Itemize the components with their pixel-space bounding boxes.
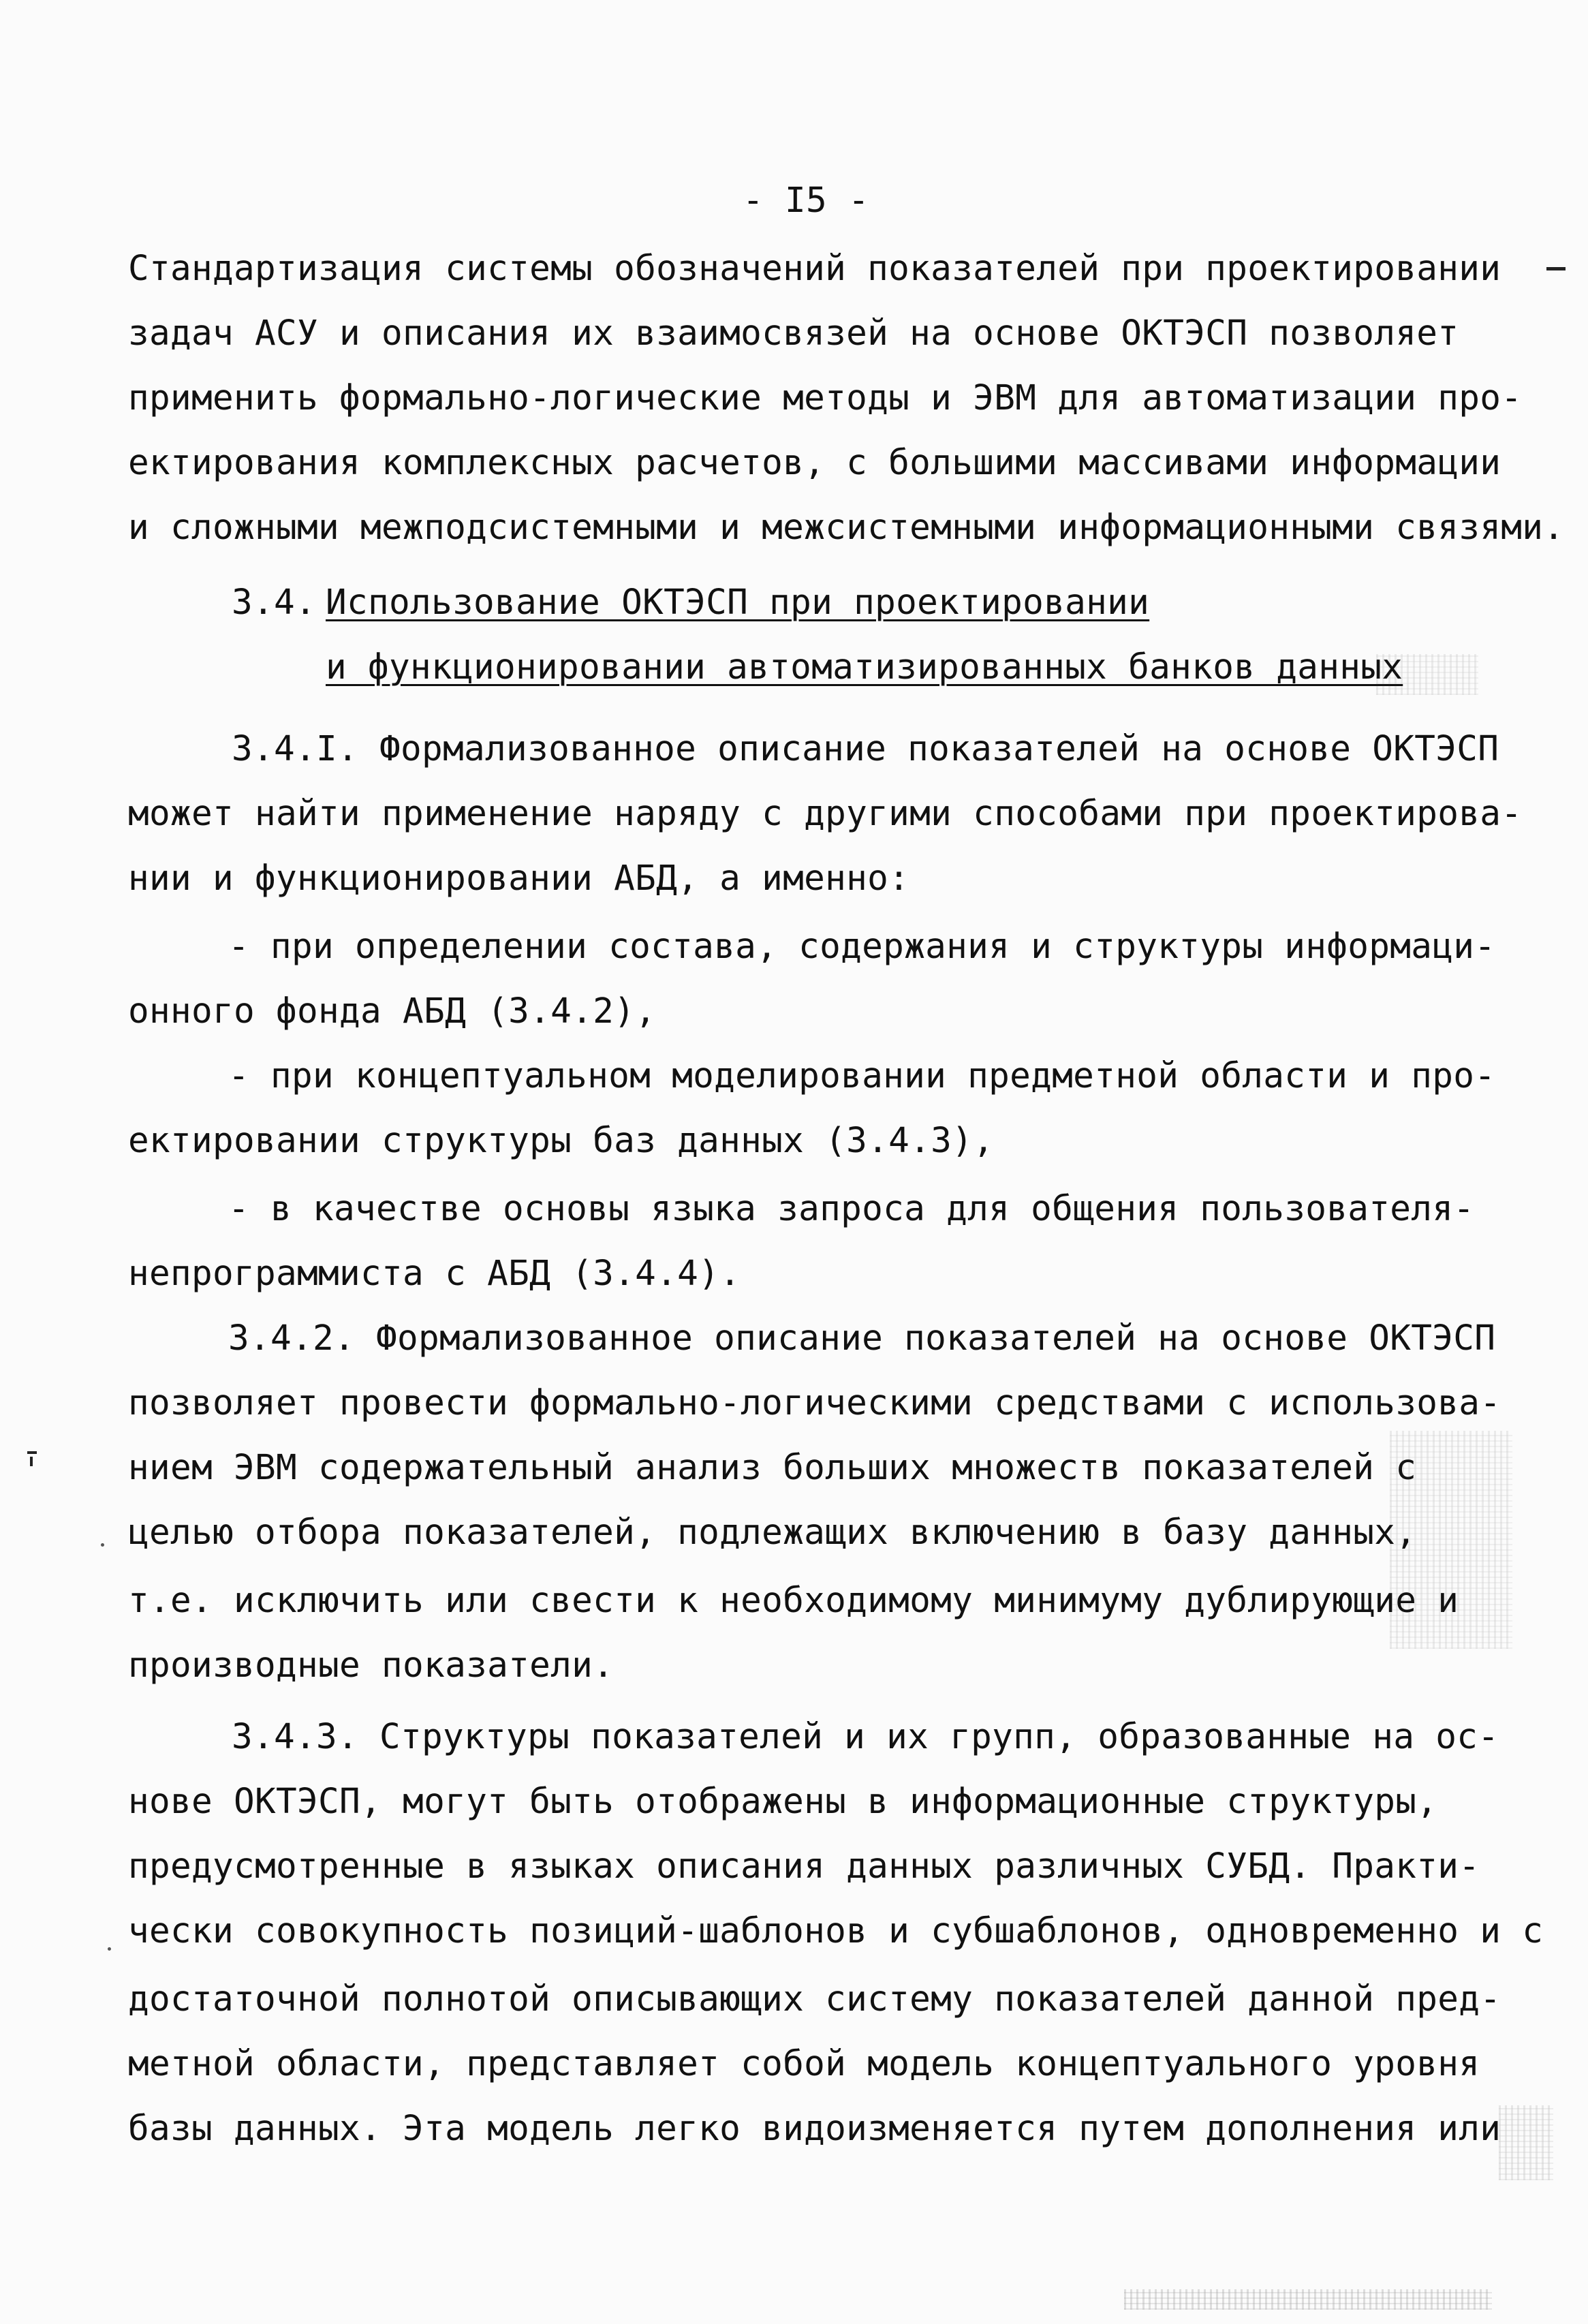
margin-tick-mark xyxy=(27,1451,37,1454)
scan-speck xyxy=(101,1543,104,1547)
text-line: предусмотренные в языках описания данных различных СУБД. Практи- xyxy=(128,1846,1480,1887)
section-heading-line-1: Использование ОКТЭСП при проектировании xyxy=(326,583,1150,623)
page-number: - I5 - xyxy=(743,181,870,221)
scan-noise xyxy=(1376,654,1478,695)
text-line: базы данных. Эта модель легко видоизменяется путем дополнения или xyxy=(128,2109,1501,2149)
scan-noise xyxy=(1390,1431,1512,1649)
text-line: целью отбора показателей, подлежащих включению в базу данных, xyxy=(128,1513,1417,1553)
text-line: т.е. исключить или свести к необходимому минимуму дублирующие и xyxy=(128,1581,1459,1621)
text-line: онного фонда АБД (3.4.2), xyxy=(128,991,657,1032)
margin-tick-mark xyxy=(30,1457,33,1466)
scan-noise xyxy=(1124,2289,1492,2310)
section-number: 3.4. xyxy=(232,583,317,623)
text-line: 3.4.I. Формализованное описание показателей на основе ОКТЭСП xyxy=(232,729,1499,769)
text-line: нии и функционировании АБД, а именно: xyxy=(128,858,910,899)
text-line: метной области, представляет собой модель концептуального уровня xyxy=(128,2044,1480,2084)
list-item: - в качестве основы языка запроса для общения пользователя- xyxy=(228,1189,1475,1229)
text-line: непрограммиста с АБД (3.4.4). xyxy=(128,1254,741,1294)
text-line: ектирования комплексных расчетов, с большими массивами информации xyxy=(128,443,1501,483)
text-line: ектировании структуры баз данных (3.4.3), xyxy=(128,1121,995,1161)
text-line: производные показатели. xyxy=(128,1645,614,1686)
text-line: Стандартизация системы обозначений показателей при проектировании xyxy=(128,249,1501,289)
text-line: позволяет провести формально-логическими средствами с использова- xyxy=(128,1383,1501,1423)
text-line: задач АСУ и описания их взаимосвязей на основе ОКТЭСП позволяет xyxy=(128,313,1459,354)
text-line: применить формально-логические методы и ЭВМ для автоматизации про- xyxy=(128,378,1523,418)
section-heading-line-2: и функционировании автоматизированных банков данных xyxy=(326,647,1403,687)
text-line: может найти применение наряду с другими способами при проектирова- xyxy=(128,794,1523,834)
text-line: чески совокупность позиций-шаблонов и субшаблонов, одновременно и с xyxy=(128,1911,1544,1951)
text-line: нием ЭВМ содержательный анализ больших множеств показателей с xyxy=(128,1448,1417,1488)
text-line: 3.4.2. Формализованное описание показателей на основе ОКТЭСП xyxy=(228,1318,1496,1359)
scan-noise xyxy=(1499,2105,1553,2180)
text-line: 3.4.3. Структуры показателей и их групп, образованные на ос- xyxy=(232,1717,1499,1757)
margin-dash-mark xyxy=(1546,267,1566,270)
text-line: и сложными межподсистемными и межсистемными информационными связями. xyxy=(128,508,1565,548)
list-item: - при определении состава, содержания и структуры информаци- xyxy=(228,927,1496,967)
scan-speck xyxy=(108,1947,111,1951)
list-item: - при концептуальном моделировании предметной области и про- xyxy=(228,1056,1496,1096)
text-line: достаточной полнотой описывающих систему показателей данной пред- xyxy=(128,1979,1501,2019)
text-line: нове ОКТЭСП, могут быть отображены в информационные структуры, xyxy=(128,1782,1438,1822)
